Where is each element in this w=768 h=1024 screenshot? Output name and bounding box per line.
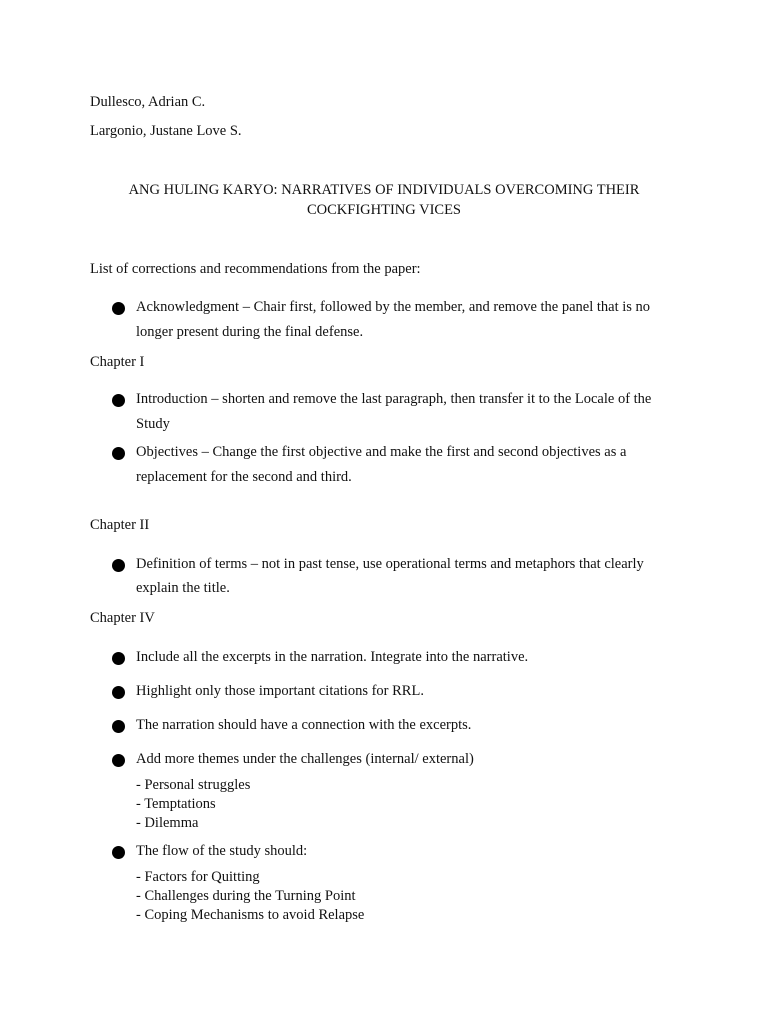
bullet-icon	[112, 652, 125, 665]
bullet-icon	[112, 720, 125, 733]
bullet-icon	[112, 754, 125, 767]
introduction-line-1: Introduction – shorten and remove the last paragraph, then transfer it to the Locale of the	[136, 391, 652, 407]
acknowledgment-line-1: Acknowledgment – Chair first, followed by the member, and remove the panel that is no	[136, 299, 651, 315]
paper-title-line-1: ANG HULING KARYO: NARRATIVES OF INDIVIDUALS OVERCOMING THEIR	[128, 182, 640, 198]
acknowledgment-line-2: longer present during the final defense.	[136, 324, 364, 340]
bullet-icon	[112, 559, 125, 572]
bullet-icon	[112, 447, 125, 460]
flow-subitem: - Challenges during the Turning Point	[136, 888, 356, 904]
objectives-line-2: replacement for the second and third.	[136, 469, 352, 485]
flow-subitem: - Coping Mechanisms to avoid Relapse	[136, 907, 365, 923]
definition-line-2: explain the title.	[136, 580, 230, 596]
chapter-1-heading: Chapter I	[90, 354, 145, 370]
author-2: Largonio, Justane Love S.	[90, 123, 242, 139]
chapter-4-heading: Chapter IV	[90, 610, 155, 626]
chapter-4-item: Include all the excerpts in the narration. Integrate into the narrative.	[136, 649, 529, 665]
theme-subitem: - Temptations	[136, 796, 216, 812]
chapter-4-item: Add more themes under the challenges (internal/ external)	[136, 751, 474, 767]
bullet-icon	[112, 686, 125, 699]
bullet-icon	[112, 846, 125, 859]
flow-subitem: - Factors for Quitting	[136, 869, 260, 885]
chapter-4-item: The flow of the study should:	[136, 843, 308, 859]
intro-text: List of corrections and recommendations from the paper:	[90, 261, 421, 277]
theme-subitem: - Personal struggles	[136, 777, 251, 793]
paper-title-line-2: COCKFIGHTING VICES	[306, 202, 461, 218]
chapter-4-item: Highlight only those important citations for RRL.	[136, 683, 424, 699]
chapter-4-item: The narration should have a connection with the excerpts.	[136, 717, 472, 733]
bullet-icon	[112, 394, 125, 407]
definition-line-1: Definition of terms – not in past tense, use operational terms and metaphors that clearly	[136, 556, 644, 572]
chapter-2-heading: Chapter II	[90, 517, 150, 533]
author-1: Dullesco, Adrian C.	[90, 94, 206, 110]
introduction-line-2: Study	[136, 416, 170, 432]
theme-subitem: - Dilemma	[136, 815, 199, 831]
bullet-icon	[112, 302, 125, 315]
objectives-line-1: Objectives – Change the first objective and make the first and second objectives as a	[136, 444, 627, 460]
